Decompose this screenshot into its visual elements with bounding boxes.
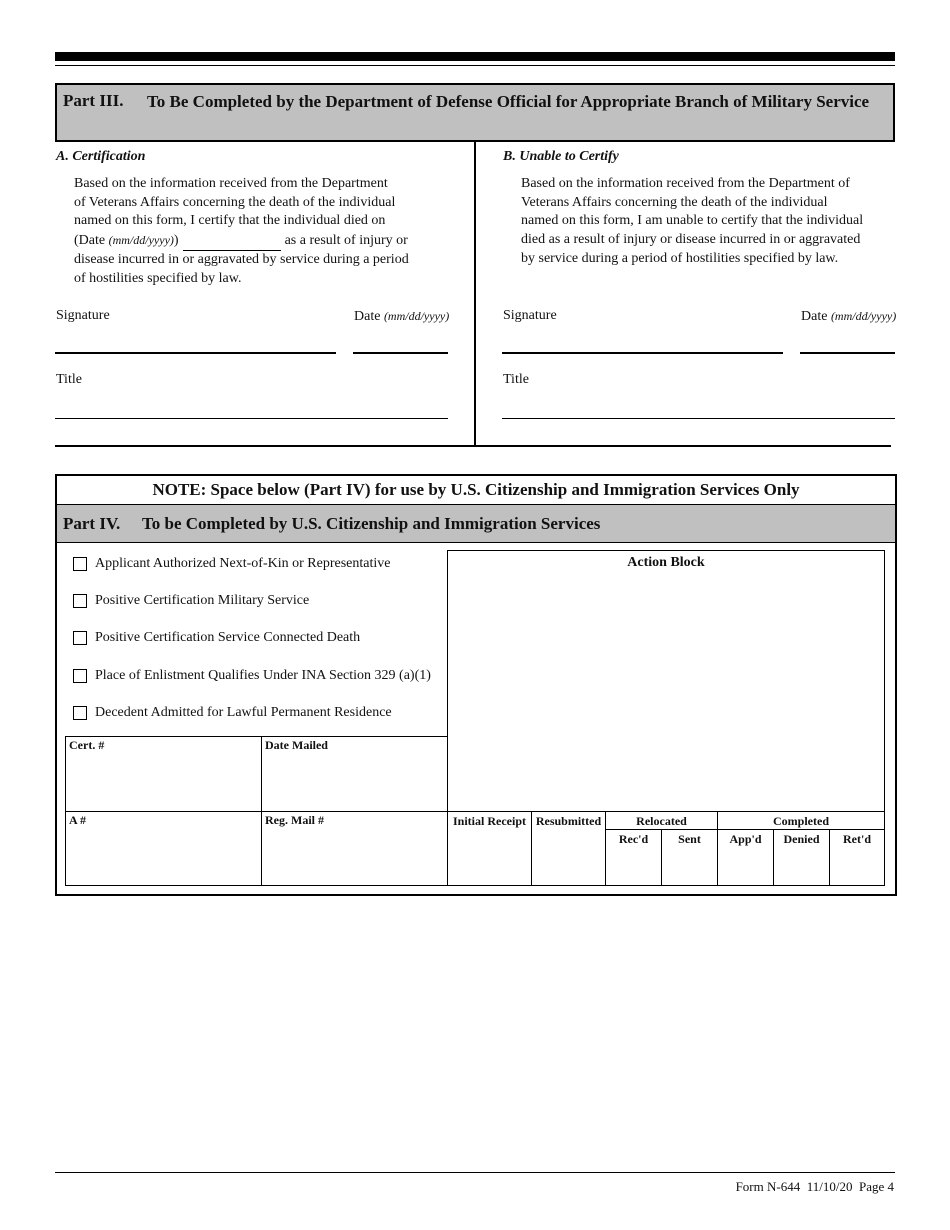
checkbox-row-next-of-kin[interactable]: Applicant Authorized Next-of-Kin or Representative	[73, 556, 390, 572]
part3-header	[55, 83, 895, 142]
top-thick-rule	[55, 52, 895, 61]
reg-mail-field[interactable]: Reg. Mail #	[261, 811, 448, 886]
form-edition: 11/10/20	[806, 1179, 853, 1194]
checkbox[interactable]	[73, 594, 87, 608]
unable-signature-field[interactable]	[502, 352, 783, 354]
cert-signature-field[interactable]	[55, 352, 336, 354]
appd-cell[interactable]: App'd	[717, 829, 774, 886]
cert-title-label: Title	[56, 372, 82, 387]
part4-box	[55, 474, 897, 896]
checkbox-row-decedent-admitted[interactable]: Decedent Admitted for Lawful Permanent Residence	[73, 705, 392, 721]
checkbox[interactable]	[73, 631, 87, 645]
top-thin-rule	[55, 65, 895, 66]
unable-heading: B. Unable to Certify	[503, 149, 619, 164]
date-mailed-field[interactable]: Date Mailed	[261, 736, 448, 812]
page-number: Page 4	[858, 1179, 894, 1194]
action-block-title: Action Block	[627, 555, 705, 570]
cert-date-field[interactable]	[353, 352, 448, 354]
relocated-header: Relocated	[605, 811, 718, 830]
completed-header: Completed	[717, 811, 885, 830]
checkbox[interactable]	[73, 706, 87, 720]
cert-date-label: Date (mm/dd/yyyy)	[354, 309, 450, 324]
resubmitted-cell[interactable]: Resubmitted	[531, 811, 606, 886]
sent-cell[interactable]: Sent	[661, 829, 718, 886]
footer-rule	[55, 1172, 895, 1173]
retd-cell[interactable]: Ret'd	[829, 829, 885, 886]
initial-receipt-cell[interactable]: Initial Receipt	[447, 811, 532, 886]
cert-signature-label: Signature	[56, 308, 110, 323]
unable-date-label: Date (mm/dd/yyyy)	[801, 309, 897, 324]
column-divider	[474, 140, 476, 447]
checkbox-row-service-connected-death[interactable]: Positive Certification Service Connected Death	[73, 630, 360, 646]
denied-cell[interactable]: Denied	[773, 829, 830, 886]
unable-title-field[interactable]	[502, 418, 895, 419]
footer	[736, 1179, 894, 1195]
part4-note: NOTE: Space below (Part IV) for use by U.S. Citizenship and Immigration Services Only	[57, 476, 895, 505]
cert-number-field[interactable]: Cert. #	[65, 736, 262, 812]
part4-header	[57, 505, 895, 543]
cert-title-field[interactable]	[55, 418, 448, 419]
unable-date-field[interactable]	[800, 352, 895, 354]
part3-bottom-rule-right	[476, 445, 891, 447]
unable-title-label: Title	[503, 372, 529, 387]
unable-text: Based on the information received from the Department of Veterans Affairs concerning the death of the individual named on this form, I am unable to certify that the individual died as a result of injury or disease incurred in or aggravated by service during a period of hostilities specified by law.	[521, 176, 864, 266]
certification-text: Based on the information received from the Department of Veterans Affairs concerning the death of the individual named on this form, I certify that the individual died on (Date (mm/dd/yyyy)) as a result of injury or disease incurred in or aggravated by service during a period of hostilities specified by law.	[74, 176, 409, 286]
part4-label: Part IV.	[63, 514, 121, 533]
checkbox-row-military-service[interactable]: Positive Certification Military Service	[73, 593, 309, 609]
action-block[interactable]	[447, 550, 885, 812]
part3-bottom-rule-left	[55, 445, 475, 447]
checkbox[interactable]	[73, 557, 87, 571]
checkbox-row-place-of-enlistment[interactable]: Place of Enlistment Qualifies Under INA Section 329 (a)(1)	[73, 668, 431, 684]
certification-heading: A. Certification	[56, 149, 146, 164]
form-number: Form N-644	[735, 1179, 801, 1194]
a-number-field[interactable]: A #	[65, 811, 262, 886]
checkbox[interactable]	[73, 669, 87, 683]
part3-title: To Be Completed by the Department of Defense Official for Appropriate Branch of Military Service	[147, 92, 870, 111]
part3-label: Part III.	[63, 91, 124, 110]
death-date-field[interactable]	[183, 236, 281, 251]
part4-title: To be Completed by U.S. Citizenship and Immigration Services	[142, 514, 601, 533]
unable-signature-label: Signature	[503, 308, 557, 323]
recd-cell[interactable]: Rec'd	[605, 829, 662, 886]
